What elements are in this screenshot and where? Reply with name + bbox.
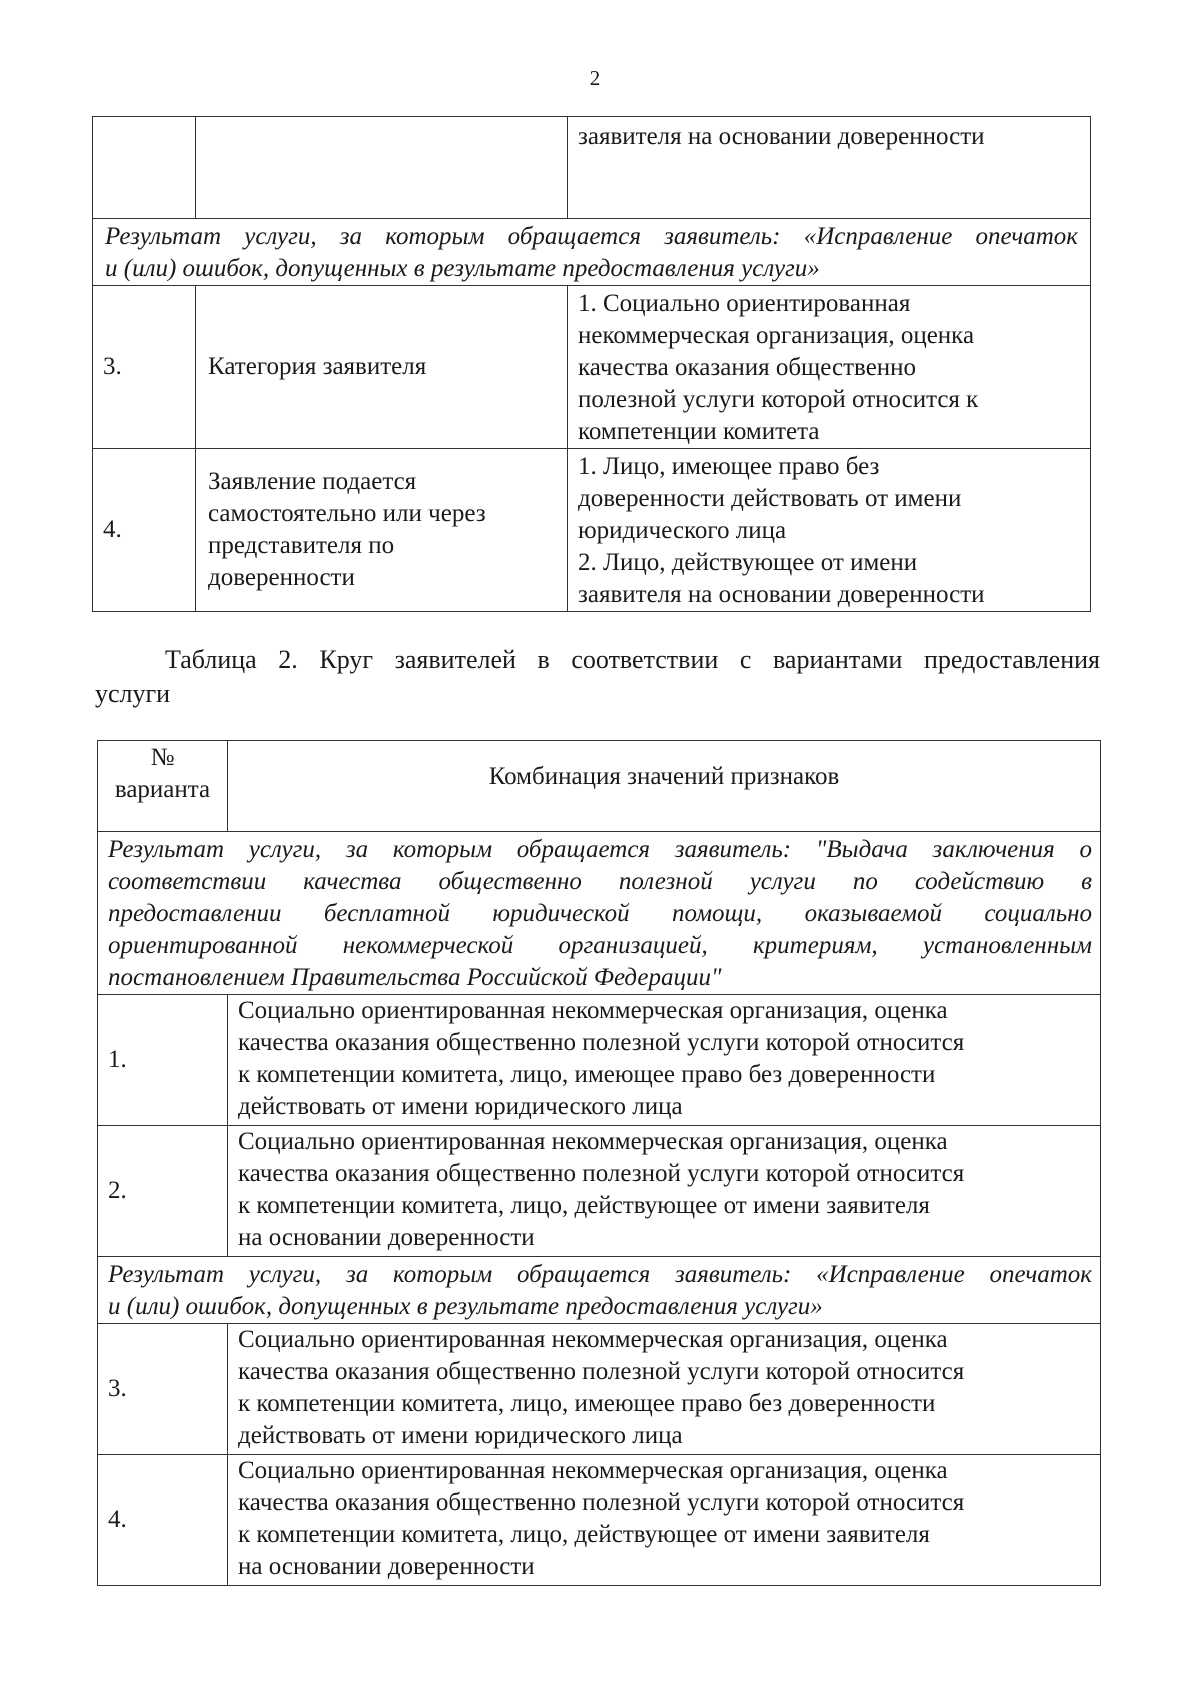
table-row [93,117,1091,219]
row-value-line: заявителя на основании доверенности [578,581,985,608]
row-number-text: 4. [108,1506,127,1533]
table-row [93,286,1091,449]
row-value [228,995,1101,1126]
row-label [196,286,568,449]
row-value [568,449,1091,612]
header-text: № [150,744,175,771]
row-number-text: 2. [108,1177,127,1204]
row-value-line: 2. Лицо, действующее от имени [578,549,918,576]
table-cell [196,117,568,219]
table-row [98,1126,1101,1257]
row-number [98,995,228,1126]
section-header-line: и (или) ошибок, допущенных в результате предоставления услуги» [108,1293,823,1320]
caption-line: Таблица 2. Круг заявителей в соответствии с вариантами предоставления [165,645,1100,674]
row-value [228,1126,1101,1257]
row-label-line: самостоятельно или через [208,500,486,527]
row-number [93,286,196,449]
row-value-line: качества оказания общественно полезной услуги которой относится [238,1029,965,1056]
row-number [98,1126,228,1257]
section-header-line: ориентированной некоммерческой организацией, критериям, установленным [108,932,1092,959]
row-number-text: 1. [108,1046,127,1073]
row-label-line: Заявление подается [208,468,417,495]
section-header-line: и (или) ошибок, допущенных в результате предоставления услуги» [105,255,820,282]
section-header-row [98,1257,1101,1324]
row-value-line: доверенности действовать от имени [578,485,962,512]
table-row [93,449,1091,612]
row-number-text: 3. [103,353,122,380]
caption-line: услуги [95,679,171,708]
table-row [98,1324,1101,1455]
row-value-line: Социально ориентированная некоммерческая организация, оценка [238,1128,948,1155]
row-label-line: представителя по [208,532,395,559]
table-2 [97,740,1101,1586]
row-value [228,1455,1101,1586]
table-cell [568,117,1091,219]
header-text: Комбинация значений признаков [488,763,840,790]
row-value-line: качества оказания общественно полезной услуги которой относится [238,1489,965,1516]
header-variant-number [98,741,228,832]
row-value-line: 1. Социально ориентированная [578,290,911,317]
row-value-line: действовать от имени юридического лица [238,1422,683,1449]
row-value-line: действовать от имени юридического лица [238,1093,683,1120]
row-value-line: к компетенции комитета, лицо, имеющее право без доверенности [238,1061,936,1088]
row-value-line: юридического лица [578,517,787,544]
table-header-row [98,741,1101,832]
cell-text: заявителя на основании доверенности [578,123,985,150]
header-combination [228,741,1101,832]
row-value-line: полезной услуги которой относится к [578,386,979,413]
row-value-line: качества оказания общественно полезной услуги которой относится [238,1358,965,1385]
row-value-line: на основании доверенности [238,1553,535,1580]
row-number-text: 4. [103,516,122,543]
row-value-line: на основании доверенности [238,1224,535,1251]
row-value-line: Социально ориентированная некоммерческая организация, оценка [238,1326,948,1353]
header-text: варианта [114,776,211,803]
row-number [98,1324,228,1455]
row-number [93,449,196,612]
section-header [98,832,1101,995]
row-value-line: 1. Лицо, имеющее право без [578,453,880,480]
section-header-line: предоставлении бесплатной юридической помощи, оказываемой социально [108,900,1092,927]
row-value-line: Социально ориентированная некоммерческая организация, оценка [238,1457,948,1484]
row-value-line: некоммерческая организация, оценка [578,322,975,349]
section-header-line: постановлением Правительства Российской Федерации" [108,964,722,991]
table-row [98,995,1101,1126]
row-value [568,286,1091,449]
table-cell [93,117,196,219]
row-value-line: компетенции комитета [578,418,820,445]
section-header [93,219,1091,286]
row-number-text: 3. [108,1375,127,1402]
table-2-caption [95,643,1100,711]
row-number [98,1455,228,1586]
section-header-line: Результат услуги, за которым обращается заявитель: «Исправление опечаток [105,223,1078,250]
row-value [228,1324,1101,1455]
row-value-line: к компетенции комитета, лицо, действующее от имени заявителя [238,1192,930,1219]
row-label-line: доверенности [208,564,355,591]
section-header-row [98,832,1101,995]
section-header-line: Результат услуги, за которым обращается заявитель: «Исправление опечаток [108,1261,1092,1288]
row-value-line: к компетенции комитета, лицо, действующее от имени заявителя [238,1521,930,1548]
section-header-line: соответствии качества общественно полезной услуги по содействию в [108,868,1092,895]
section-header-line: Результат услуги, за которым обращается заявитель: "Выдача заключения о [108,836,1092,863]
row-label [196,449,568,612]
row-value-line: Социально ориентированная некоммерческая организация, оценка [238,997,948,1024]
row-value-line: к компетенции комитета, лицо, имеющее право без доверенности [238,1390,936,1417]
row-label-line: Категория заявителя [208,353,427,380]
row-value-line: качества оказания общественно полезной услуги которой относится [238,1160,965,1187]
section-header [98,1257,1101,1324]
table-row [98,1455,1101,1586]
row-value-line: качества оказания общественно [578,354,917,381]
page-number: 2 [589,66,601,90]
table-1 [92,116,1091,612]
section-header-row [93,219,1091,286]
